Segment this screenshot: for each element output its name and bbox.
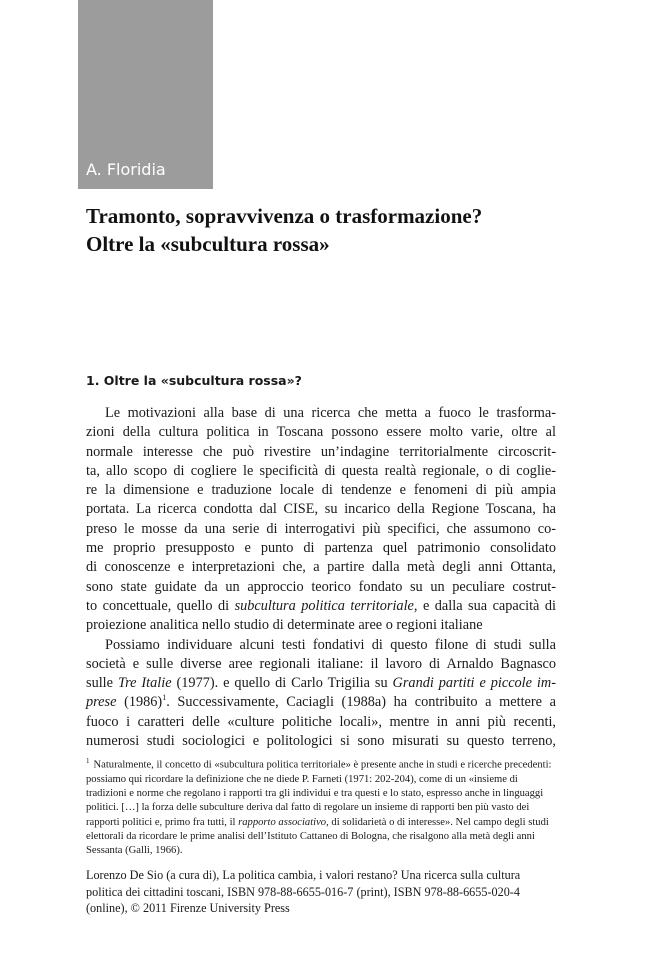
paragraph-line: preso le mosse da una serie di interrogativi più specifici, che assumono co-: [86, 520, 556, 537]
italic-term: subcultura politica territoriale: [234, 597, 414, 614]
body-text: [86, 404, 556, 751]
text-run: to concettuale, quello di: [86, 597, 235, 614]
text-run: , e dalla sua capacità di: [413, 597, 557, 614]
paragraph-line: sono state guidate da un approccio teorico fondato su un peculiare costrut-: [86, 578, 556, 595]
paragraph-line: zioni della cultura politica in Toscana possono essere molto varie, oltre al: [86, 424, 556, 441]
paragraph-line: portata. La ricerca condotta dal CISE, su incarico della Regione Toscana, ha: [86, 501, 556, 518]
paragraph-line: numerosi studi sociologici e politologici si sono misurati su questo terreno,: [86, 733, 556, 750]
italic-title: prese: [86, 694, 117, 711]
italic-title: Grandi partiti e piccole im-: [392, 675, 556, 692]
author-name: A. Floridia: [86, 160, 166, 179]
paragraph-line: proiezione analitica nello studio di determinate aree o regioni italiane: [86, 617, 483, 634]
citation-note: Lorenzo De Sio (a cura di), La politica cambia, i valori restano? Una ricerca sulla cultura politica dei cittadini toscani, ISBN 978-88-6655-016-7 (print), ISBN 978-88-6655-020-4 (online), © 2011 Firenze University Press: [86, 868, 521, 915]
paragraph-line: [86, 597, 556, 616]
chapter-title-line: Tramonto, sopravvivenza o trasformazione?: [86, 204, 483, 228]
paragraph-line: fuoco i caratteri delle «culture politiche locali», mentre in anni più recenti,: [86, 713, 556, 730]
paragraph-line: me proprio presupposto e punto di partenza quel patrimonio consolidato: [86, 540, 556, 557]
text-run: . Successivamente, Caciagli (1988a) ha contribuito a mettere a: [166, 694, 556, 711]
author-box: [78, 0, 213, 189]
footnote-marker: 1: [86, 757, 90, 765]
text-run: (1986): [116, 694, 163, 711]
italic-title: Tre Italie: [117, 675, 172, 692]
paragraph-line: ta, allo scopo di cogliere le specificità di questa realtà regionale, o di coglie-: [86, 462, 556, 479]
chapter-title-line: Oltre la «subcultura rossa»: [86, 232, 330, 256]
footnote: [86, 754, 556, 859]
footnote-text: , di solidarietà o di interesse». Nel campo degli studi elettorali da ricordare le prime analisi dell’Istituto Cattaneo di Bologna, che risalgono alla metà degli anni Sessanta (Galli, 1966).: [86, 816, 549, 857]
chapter-title: [86, 202, 586, 258]
paragraph-line: [86, 674, 556, 693]
text-run: (1977). e quello di Carlo Trigilia su: [171, 675, 393, 692]
footnote-italic: rapporto associativo: [238, 816, 327, 828]
paragraph-line: di conoscenze e interpretazioni che, a partire dalla metà degli anni Ottanta,: [86, 559, 556, 576]
section-heading: 1. Oltre la «subcultura rossa»?: [86, 373, 302, 388]
paragraph-line: società e sulle diverse aree regionali italiane: il lavoro di Arnaldo Bagnasco: [86, 655, 556, 672]
footnote-ref[interactable]: 1: [162, 693, 167, 703]
footnote-text: Naturalmente, il concetto di «subcultura politica territoriale» è presente anche in studi e ricerche precedenti: possiamo qui ricordare la definizione che ne diede P. Farneti (1971: 202-204), come di un «insieme di tradizioni e norme che regolano i rapporti tra gli individui e tra questi e lo stato, espresso anche in linguaggi politici. […] la forza delle subculture deriva dal fatto di regolare un insieme di rapporti ben più vasto dei rapporti politici e, primo fra tutti, il: [86, 759, 552, 828]
paragraph-line: Le motivazioni alla base di una ricerca che metta a fuoco le trasforma-: [105, 405, 556, 421]
paragraph-line: [86, 693, 556, 712]
paragraph-line: normale interesse che può rivestire un’indagine territorialmente circoscrit-: [86, 443, 556, 460]
paragraph-line: Possiamo individuare alcuni testi fondativi di questo filone di studi sulla: [105, 636, 556, 653]
paragraph-line: re la dimensione e traduzione locale di tendenze e fenomeni di più ampia: [86, 482, 556, 499]
text-run: sulle: [86, 675, 118, 692]
